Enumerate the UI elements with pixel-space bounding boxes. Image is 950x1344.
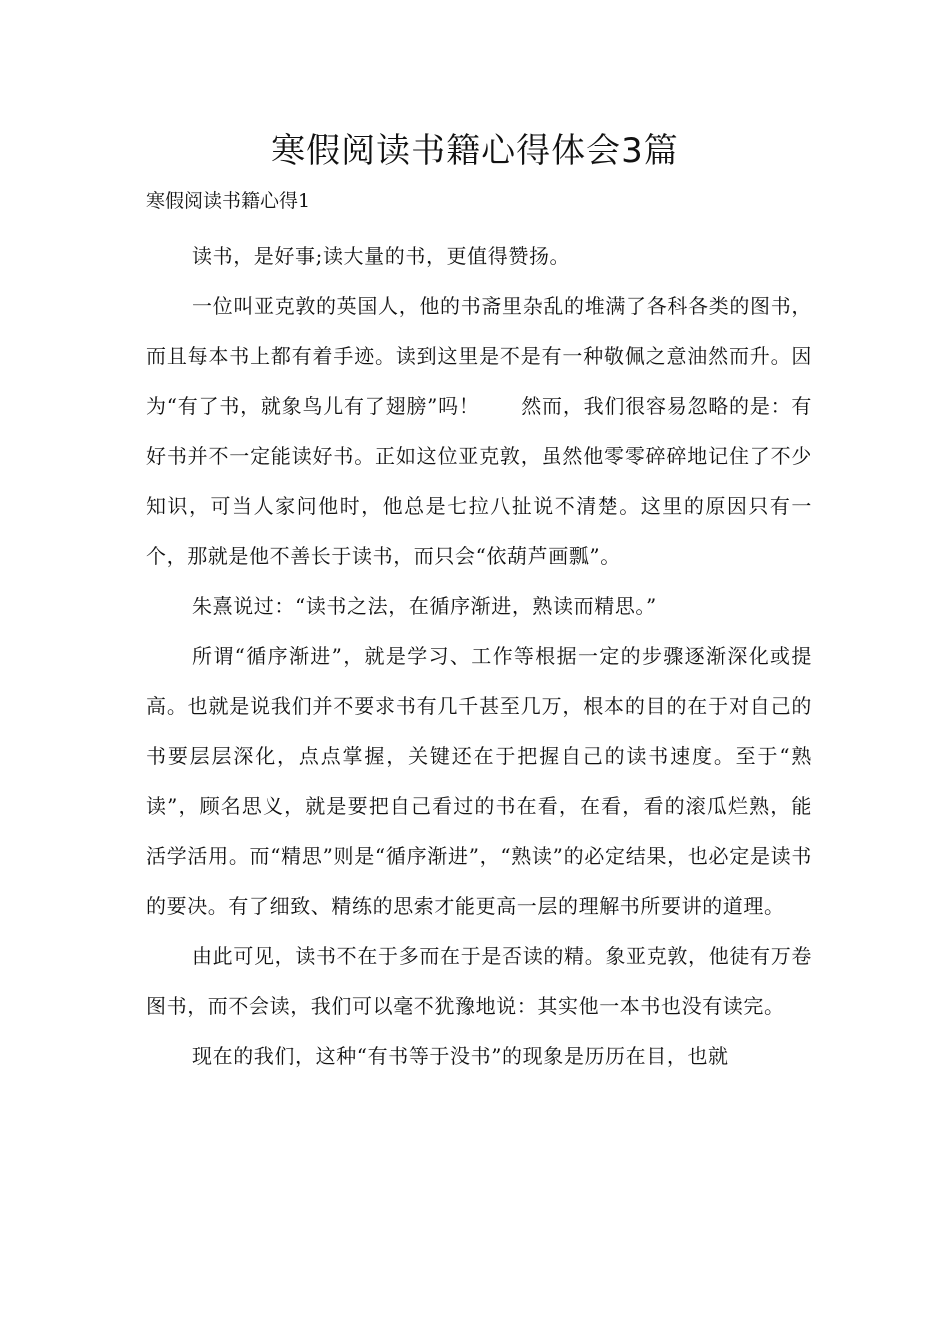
document-body (146, 231, 812, 1081)
paragraph-4: 所谓“循序渐进”，就是学习、工作等根据一定的步骤逐渐深化或提高。也就是说我们并不要求书有几千甚至几万，根本的目的在于对自己的书要层层深化，点点掌握，关键还在于把握自己的读书速度。至于“熟读”，顾名思义，就是要把自己看过的书在看，在看，看的滚瓜烂熟，能活学活用。而“精思”则是“循序渐进”，“熟读”的必定结果，也必定是读书的要决。有了细致、精练的思索才能更高一层的理解书所要讲的道理。 (146, 644, 812, 918)
paragraph-6: 现在的我们，这种“有书等于没书”的现象是历历在目，也就 (192, 1044, 729, 1068)
paragraph-3: 朱熹说过：“读书之法，在循序渐进，熟读而精思。” (192, 594, 657, 618)
paragraph-1: 读书，是好事;读大量的书，更值得赞扬。 (192, 244, 571, 268)
section-heading: 寒假阅读书籍心得1 (146, 190, 311, 212)
document-title: 寒假阅读书籍心得体会3篇 (271, 131, 679, 171)
paragraph-5: 由此可见，读书不在于多而在于是否读的精。象亚克敦，他徒有万卷图书，而不会读，我们可以毫不犹豫地说：其实他一本书也没有读完。 (146, 944, 812, 1018)
paragraph-2: 一位叫亚克敦的英国人，他的书斋里杂乱的堆满了各科各类的图书，而且每本书上都有着手迹。读到这里是不是有一种敬佩之意油然而升。因为“有了书，就象鸟儿有了翅膀”吗！ 然而，我们很容易忽略的是：有好书并不一定能读好书。正如这位亚克敦，虽然他零零碎碎地记住了不少知识，可当人家问他时，他总是七拉八扯说不清楚。这里的原因只有一个，那就是他不善长于读书，而只会“依葫芦画瓢”。 (146, 294, 812, 568)
